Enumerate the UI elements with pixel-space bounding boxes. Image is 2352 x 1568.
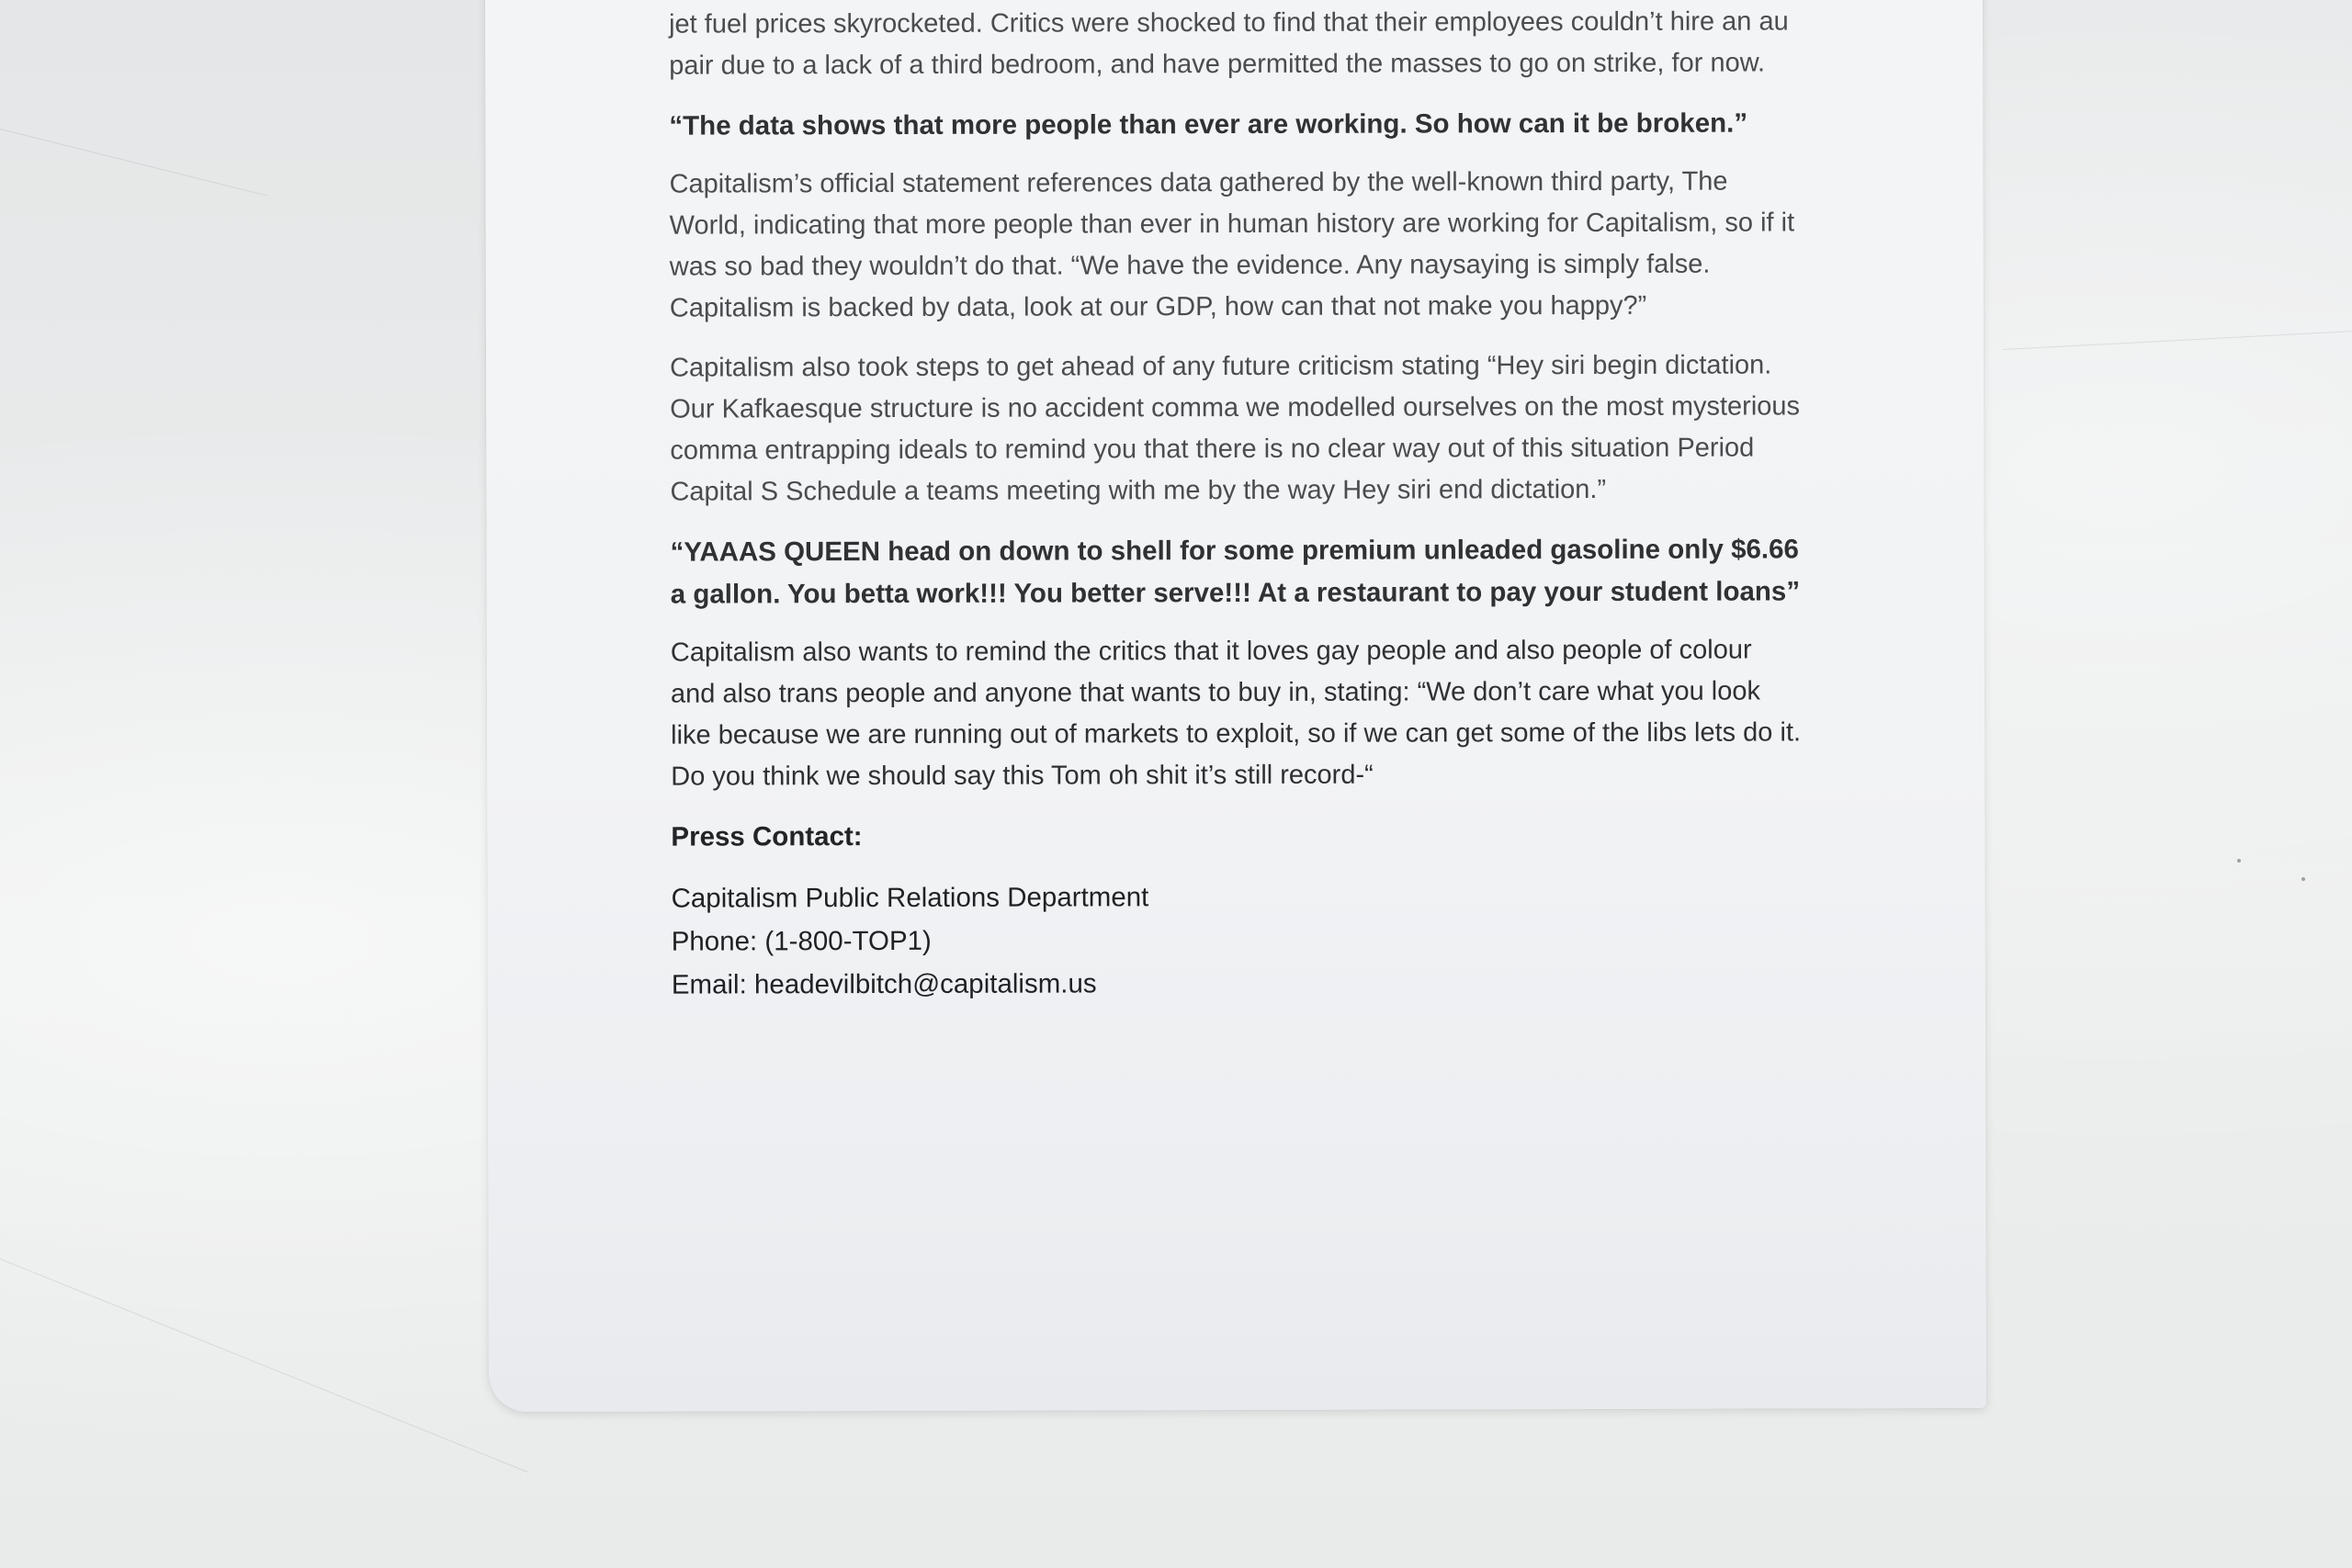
wall-crack: [2003, 331, 2352, 350]
wall-speck: [2237, 859, 2241, 863]
paragraph-allegations: [669, 0, 1799, 87]
paragraph-allegations-text: jet fuel prices skyrocketed. Critics were shocked to find that their employees couldn’t hire an au pair due to a lack of a third bedroom, and have permitted the masses to go on strike, for now.: [669, 6, 1789, 81]
press-release-body: [669, 0, 1802, 1007]
wall-speck: [2301, 877, 2305, 881]
press-contact-block: [672, 874, 1802, 1006]
press-release-sheet: [485, 0, 1986, 1412]
paragraph-official-statement: Capitalism’s official statement references data gathered by the well-known third party, The World, indicating that more people than ever in human history are working for Capitalism, so if it was so bad they wouldn’t do that. “We have the evidence. Any naysaying is simply false. Capitalism is backed by data, look at our GDP, how can that not make you happy?”: [669, 166, 1795, 323]
quote-data-shows: “The data shows that more people than ever are working. So how can it be broken.”: [669, 107, 1748, 141]
press-contact-phone: Phone: (1-800-TOP1): [671, 925, 932, 957]
paragraph-criticism-dictation: Capitalism also took steps to get ahead of any future criticism stating “Hey siri begin dictation. Our Kafkaesque structure is no accident comma we modelled ourselves on the most mysterious comma entrapping ideals to remind you that there is no clear way out of this situation Period Capital S Schedule a teams meeting with me by the way Hey siri end dictation.”: [670, 350, 1801, 507]
wall-crack: [0, 1258, 528, 1472]
press-contact-email: Email: headevilbitch@capitalism.us: [671, 968, 1097, 1000]
paragraph-reminder: Capitalism also wants to remind the critics that it loves gay people and also people of colour and also trans people and anyone that wants to buy in, stating: “We don’t care what you look like because we are running out of markets to exploit, so if we can get some of the libs lets do it. Do you think we should say this Tom oh shit it’s still record-“: [670, 635, 1802, 792]
press-contact-heading: Press Contact:: [671, 821, 863, 852]
press-contact-department: Capitalism Public Relations Department: [671, 882, 1149, 914]
quote-yaaas-queen: “YAAAS QUEEN head on down to shell for some premium unleaded gasoline only $6.66 a gallon. You betta work!!! You better serve!!! At a restaurant to pay your student loans”: [670, 534, 1801, 610]
wall-crack: [0, 129, 267, 197]
